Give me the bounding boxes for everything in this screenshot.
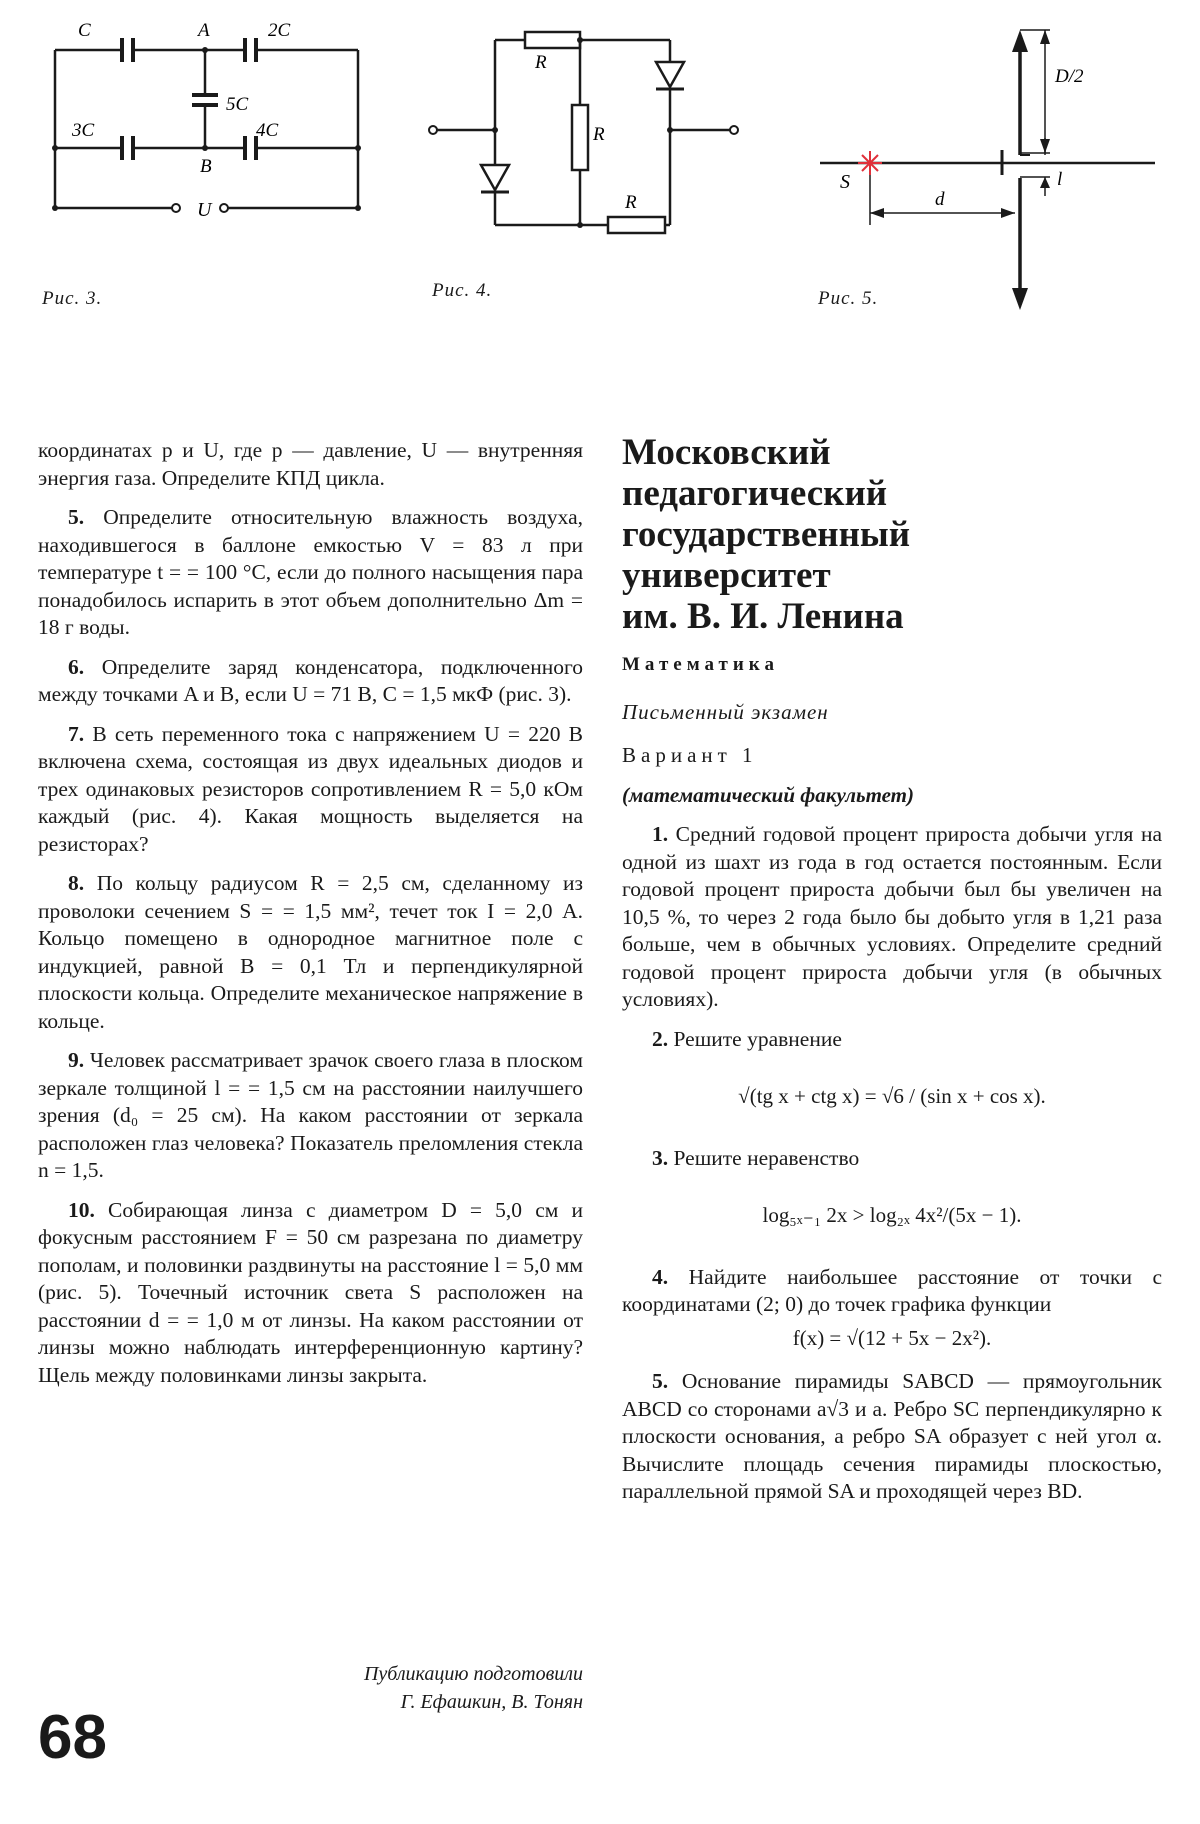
resistor-middle <box>572 105 588 170</box>
terminal-in <box>429 126 437 134</box>
label-5c: 5C <box>226 94 249 115</box>
problem-text: Средний годовой процент прироста добычи угля на одной из шахт из года в год остается постоянным. Если годовой процент прироста добычи был бы увеличен на 10,5 %, то через 2 года было бы добыто угля в 1,21 раза больше, чем в обычных условиях. Определите средний годовой процент прироста добычи угля (в обычных условиях). <box>622 822 1163 1011</box>
label-a: A <box>198 20 210 41</box>
problem-text: В сеть переменного тока с напряжением U = 220 В включена схема, состоящая из двух идеальных диодов и трех одинаковых резисторов сопротивлением R = 5,0 кОм каждый (рис. 4). Какая мощность выделяется на резисторах? <box>38 721 584 856</box>
problem-number: 4. <box>652 1264 669 1289</box>
terminal-right <box>220 204 228 212</box>
problem-6 <box>38 654 583 709</box>
label-r-top: R <box>535 52 547 73</box>
problem-number: 6. <box>68 654 85 679</box>
problem-8 <box>38 870 583 1035</box>
university-heading: Московский педагогический государственный университет им. В. И. Ленина <box>622 432 911 637</box>
node-b-dot <box>202 145 208 151</box>
figure-4-circuit <box>425 20 755 250</box>
function-formula: f(x) = √(12 + 5x − 2x²). <box>792 1325 992 1350</box>
label-l: l <box>1057 169 1063 190</box>
exam-type: Письменный экзамен <box>622 699 829 724</box>
problem-number: 1. <box>652 822 669 846</box>
diode-right <box>656 62 684 110</box>
label-d-half: D/2 <box>1055 66 1084 87</box>
light-source-star-icon <box>858 151 882 175</box>
equation-formula: √(tg x + ctg x) = √6 / (sin x + cos x). <box>738 1084 1046 1108</box>
label-2c: 2C <box>268 20 291 41</box>
left-column <box>38 437 583 1401</box>
label-d: d <box>935 189 945 210</box>
problem-number: 5. <box>68 505 85 529</box>
node-a-dot <box>202 47 208 53</box>
variant-title: Вариант 1 <box>622 743 758 767</box>
problem-text: Человек рассматривает зрачок своего глаза в плоском зеркале толщиной l = = 1,5 см на расстоянии наилучшего зрения (d₀ = 25 см). На каком расстоянии от зеркала расположен глаз человека? Показатель преломления стекла n = 1,5. <box>38 1048 584 1182</box>
figure-3-caption: Рис. 3. <box>42 288 103 309</box>
resistor-top <box>525 32 580 48</box>
problem-number: 7. <box>68 721 85 746</box>
credit-label: Публикацию подготовили <box>363 1663 583 1685</box>
problem-text: Определите заряд конденсатора, подключенного между точками A и B, если U = 71 В, C = 1,5 мкФ (рис. 3). <box>38 654 583 706</box>
math-problem-3 <box>622 1145 1162 1173</box>
label-b: B <box>200 156 212 177</box>
figure-5-optics <box>815 20 1195 310</box>
inequality-formula: log₅ₓ₋₁ 2x > log₂ₓ 4x²/(5x − 1). <box>762 1203 1022 1227</box>
problem-number: 10. <box>68 1197 95 1222</box>
problem-7 <box>38 721 583 859</box>
figure-3-circuit <box>40 20 370 250</box>
problem-text: По кольцу радиусом R = 2,5 см, сделанному из проволоки сечением S = = 1,5 мм², течет ток I = 2,0 А. Кольцо помещено в однородное магнитное поле с индукцией, равной B = 0,1 Тл и перпендикулярной плоскости кольца. Определите механическое напряжение в кольце. <box>38 871 584 1033</box>
problem-text: Основание пирамиды SABCD — прямоугольник ABCD со сторонами a√3 и a. Ребро SC перпендикулярно к плоскости основания, а ребро SA образует с ней угол α. Вычислите площадь сечения пирамиды плоскостью, параллельной прямой SA и проходящей через BD. <box>622 1369 1162 1503</box>
terminal-out <box>730 126 738 134</box>
label-s: S <box>840 171 850 193</box>
problem-text: Собирающая линза с диаметром D = 5,0 см и фокусным расстоянием F = 50 см разрезана по диаметру пополам, и половинки раздвинуты на расстояние l = 5,0 мм (рис. 5). Точечный источник света S расположен на расстоянии d = = 1,0 м от линзы. На каком расстоянии от линзы можно наблюдать интерференционную картину? Щель между половинками линзы закрыта. <box>38 1197 583 1387</box>
label-r-middle: R <box>593 124 605 145</box>
problem-text: Найдите наибольшее расстояние от точки с координатами (2; 0) до точек графика функции <box>622 1264 1163 1316</box>
terminal-left <box>172 204 180 212</box>
problem-9 <box>38 1047 583 1185</box>
problem-number: 2. <box>652 1026 669 1051</box>
label-r-bottom: R <box>625 192 637 213</box>
problem-number: 9. <box>68 1048 85 1072</box>
problem-text: Решите неравенство <box>673 1145 860 1170</box>
faculty-label: (математический факультет) <box>622 782 915 807</box>
page-number: 68 <box>38 1703 107 1772</box>
resistor-bottom <box>608 217 665 233</box>
problem-number: 5. <box>652 1369 669 1393</box>
problem-10 <box>38 1197 583 1390</box>
intro-paragraph: координатах p и U, где p — давление, U — внутренняя энергия газа. Определите КПД цикла. <box>38 438 583 490</box>
math-problem-1 <box>622 821 1162 1014</box>
label-3c: 3C <box>72 120 95 141</box>
figure-5-caption: Рис. 5. <box>818 288 879 309</box>
figure-4-caption: Рис. 4. <box>432 280 493 301</box>
problem-number: 3. <box>652 1145 669 1170</box>
diode-left <box>481 165 509 215</box>
math-problem-4 <box>622 1264 1162 1319</box>
credit-names: Г. Ефашкин, В. Тонян <box>400 1691 583 1713</box>
math-problem-2 <box>622 1026 1162 1054</box>
problem-number: 8. <box>68 871 85 895</box>
label-u: U <box>197 199 212 221</box>
problem-text: Определите относительную влажность воздуха, находившегося в баллоне емкостью V = 83 л при температуре t = = 100 °С, если до полного насыщения пара понадобилось испарить в этот объем дополнительно Δm = 18 г воды. <box>38 505 584 639</box>
label-4c: 4C <box>256 120 279 141</box>
subject-title: Математика <box>622 654 779 675</box>
right-column <box>622 432 1162 1518</box>
label-c: C <box>78 20 91 41</box>
math-problem-5 <box>622 1368 1162 1506</box>
problem-text: Решите уравнение <box>673 1026 842 1051</box>
problem-5 <box>38 504 583 642</box>
